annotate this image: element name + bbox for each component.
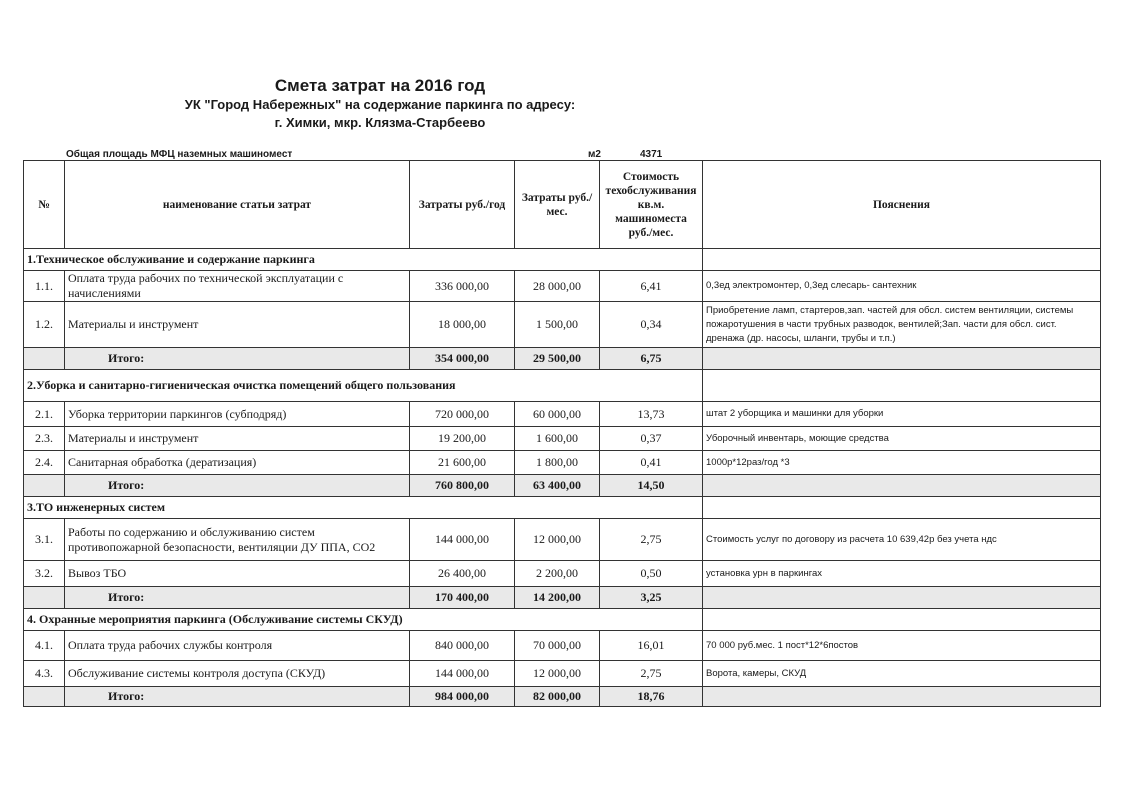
row-month: 2 200,00: [515, 561, 600, 587]
table-row: [24, 402, 1101, 427]
col-header-name: наименование статьи затрат: [65, 161, 410, 249]
row-note: Приобретение ламп, стартеров,зап. частей для обсл. систем вентиляции, системы пожаротушения в части трубных разводок, вентилей;Зап. части для обсл. сист. дренажа (др. насосы, шланги, трубы и т.п.): [703, 302, 1101, 348]
total-label: Итого:: [65, 348, 410, 370]
row-name: Вывоз ТБО: [65, 561, 410, 587]
table-row: [24, 519, 1101, 561]
row-unit-cost: 13,73: [600, 402, 703, 427]
row-unit-cost: 2,75: [600, 519, 703, 561]
row-name: Санитарная обработка (дератизация): [65, 451, 410, 475]
row-num: 2.4.: [24, 451, 65, 475]
row-num: 3.1.: [24, 519, 65, 561]
document-title: Смета затрат на 2016 год: [274, 76, 486, 95]
document-subtitle: УК "Город Набережных" на содержание паркинга по адресу:: [184, 97, 576, 112]
row-unit-cost: 0,37: [600, 427, 703, 451]
row-note: Ворота, камеры, СКУД: [703, 661, 1101, 687]
table-row: [24, 561, 1101, 587]
total-year: 170 400,00: [410, 587, 515, 609]
total-year: 760 800,00: [410, 475, 515, 497]
total-month: 63 400,00: [515, 475, 600, 497]
table-row: [24, 631, 1101, 661]
total-year: 354 000,00: [410, 348, 515, 370]
col-header-unit-cost: Стоимость техобслуживания кв.м. машиноместа руб./мес.: [600, 161, 703, 249]
row-name: Обслуживание системы контроля доступа (СКУД): [65, 661, 410, 687]
row-note: 70 000 руб.мес. 1 пост*12*6постов: [703, 631, 1101, 661]
row-name: Уборка территории паркингов (субподряд): [65, 402, 410, 427]
col-header-month: Затраты руб./мес.: [515, 161, 600, 249]
row-name: Работы по содержанию и обслуживанию систем противопожарной безопасности, вентиляции ДУ ППА, СО2: [65, 519, 410, 561]
col-header-num: №: [24, 161, 65, 249]
row-unit-cost: 6,41: [600, 271, 703, 302]
total-row: [24, 475, 1101, 497]
total-unit-cost: 14,50: [600, 475, 703, 497]
row-unit-cost: 0,50: [600, 561, 703, 587]
row-year: 144 000,00: [410, 661, 515, 687]
section-title: 1.Техническое обслуживание и содержание паркинга: [24, 249, 703, 271]
section-title: 4. Охранные мероприятия паркинга (Обслуживание системы СКУД): [24, 609, 703, 631]
total-label: Итого:: [65, 475, 410, 497]
row-month: 70 000,00: [515, 631, 600, 661]
row-note: установка урн в паркингах: [703, 561, 1101, 587]
row-num: 1.2.: [24, 302, 65, 348]
total-label: Итого:: [65, 687, 410, 707]
row-year: 840 000,00: [410, 631, 515, 661]
section-title: 3.ТО инженерных систем: [24, 497, 703, 519]
row-year: 26 400,00: [410, 561, 515, 587]
col-header-notes: Пояснения: [703, 161, 1101, 249]
row-note: Уборочный инвентарь, моющие средства: [703, 427, 1101, 451]
row-name: Материалы и инструмент: [65, 302, 410, 348]
total-unit-cost: 6,75: [600, 348, 703, 370]
section-row: [24, 370, 1101, 402]
row-name: Материалы и инструмент: [65, 427, 410, 451]
row-year: 19 200,00: [410, 427, 515, 451]
area-label: Общая площадь МФЦ наземных машиномест: [66, 149, 293, 160]
row-num: 4.3.: [24, 661, 65, 687]
header-row: [24, 161, 1101, 249]
section-title: 2.Уборка и санитарно-гигиеническая очистка помещений общего пользования: [24, 370, 703, 402]
row-month: 1 500,00: [515, 302, 600, 348]
row-year: 18 000,00: [410, 302, 515, 348]
section-row: [24, 609, 1101, 631]
total-month: 82 000,00: [515, 687, 600, 707]
row-year: 21 600,00: [410, 451, 515, 475]
document-address: г. Химки, мкр. Клязма-Старбеево: [274, 115, 486, 130]
row-month: 60 000,00: [515, 402, 600, 427]
row-month: 12 000,00: [515, 661, 600, 687]
section-row: [24, 249, 1101, 271]
table-row: [24, 661, 1101, 687]
area-unit: м2: [588, 149, 601, 160]
total-label: Итого:: [65, 587, 410, 609]
row-num: 2.1.: [24, 402, 65, 427]
row-unit-cost: 0,41: [600, 451, 703, 475]
section-row: [24, 497, 1101, 519]
total-unit-cost: 18,76: [600, 687, 703, 707]
row-note: штат 2 уборщика и машинки для уборки: [703, 402, 1101, 427]
table-row: [24, 451, 1101, 475]
row-name: Оплата труда рабочих службы контроля: [65, 631, 410, 661]
total-row: [24, 587, 1101, 609]
row-note: 0,3ед электромонтер, 0,3ед слесарь- сантехник: [703, 271, 1101, 302]
row-note: Стоимость услуг по договору из расчета 10 639,42р без учета ндс: [703, 519, 1101, 561]
row-year: 720 000,00: [410, 402, 515, 427]
total-row: [24, 348, 1101, 370]
table-row: [24, 427, 1101, 451]
table-row: [24, 302, 1101, 348]
row-name: Оплата труда рабочих по технической эксплуатации с начислениями: [65, 271, 410, 302]
row-month: 1 800,00: [515, 451, 600, 475]
row-num: 2.3.: [24, 427, 65, 451]
row-month: 1 600,00: [515, 427, 600, 451]
row-month: 28 000,00: [515, 271, 600, 302]
row-num: 4.1.: [24, 631, 65, 661]
row-unit-cost: 2,75: [600, 661, 703, 687]
estimate-table: [23, 160, 1101, 707]
row-month: 12 000,00: [515, 519, 600, 561]
total-unit-cost: 3,25: [600, 587, 703, 609]
area-value: 4371: [640, 149, 663, 160]
row-num: 3.2.: [24, 561, 65, 587]
row-num: 1.1.: [24, 271, 65, 302]
total-year: 984 000,00: [410, 687, 515, 707]
row-note: 1000р*12раз/год *3: [703, 451, 1101, 475]
total-row: [24, 687, 1101, 707]
total-month: 29 500,00: [515, 348, 600, 370]
row-year: 144 000,00: [410, 519, 515, 561]
row-year: 336 000,00: [410, 271, 515, 302]
row-unit-cost: 16,01: [600, 631, 703, 661]
total-month: 14 200,00: [515, 587, 600, 609]
col-header-year: Затраты руб./год: [410, 161, 515, 249]
row-unit-cost: 0,34: [600, 302, 703, 348]
table-row: [24, 271, 1101, 302]
